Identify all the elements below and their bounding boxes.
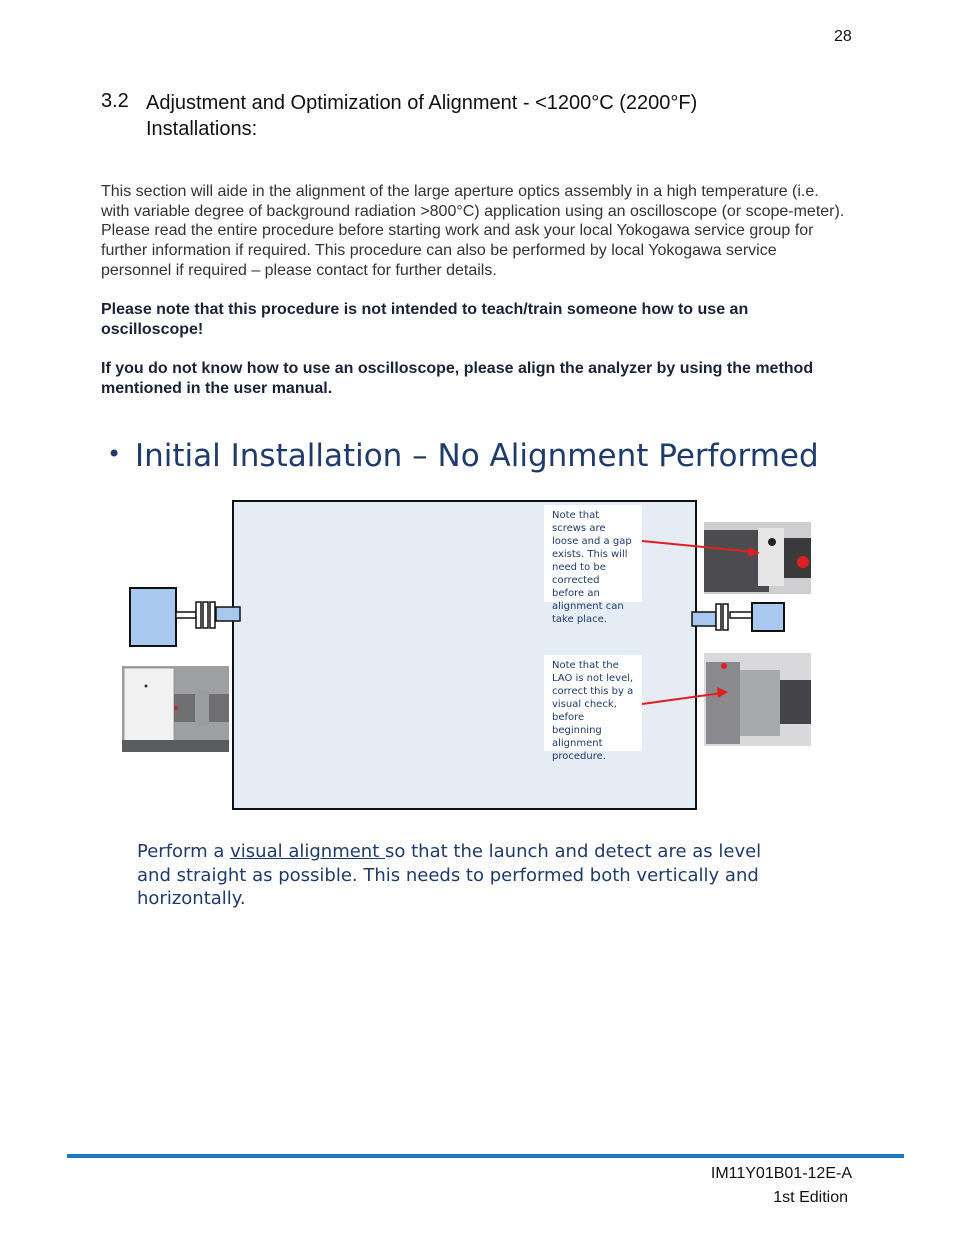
caption-text-end: so that the launch and detect are as level and straight as possible. This needs to performed both vertically and horizontally.	[137, 841, 762, 909]
section-number: 3.2	[101, 90, 129, 112]
footer-edition: 1st Edition	[773, 1189, 848, 1206]
caption-text-start: Perform a	[137, 841, 231, 862]
footer-divider	[67, 1154, 904, 1158]
page-number: 28	[834, 28, 852, 45]
visual-alignment-link[interactable]: visual alignment	[230, 841, 385, 862]
intro-paragraph: This section will aide in the alignment of the large aperture optics assembly in a high temperature (i.e. with variable degree of background radiation >800°C) application using an oscilloscope (or scope-meter). Please read the entire procedure before starting work and ask your local Yokogawa service group for further information if required. This procedure can also be performed by local Yokogawa service personnel if required – please contact for further details.	[101, 183, 845, 279]
note-user-manual: If you do not know how to use an oscilloscope, please align the analyzer by using the method mentioned in the user manual.	[101, 360, 814, 397]
footer-document-code: IM11Y01B01-12E-A	[710, 1165, 852, 1182]
lao-flange-photo	[704, 653, 811, 746]
detect-unit-schematic-icon	[692, 603, 784, 631]
section-title: Adjustment and Optimization of Alignment - <1200°C (2200°F) Installations:	[146, 92, 698, 140]
launch-unit-photo	[122, 666, 229, 752]
slide-heading-text: Initial Installation – No Alignment Performed	[135, 438, 819, 474]
screw-gap-photo	[704, 522, 811, 594]
slide-caption	[137, 840, 777, 911]
launch-unit-schematic-icon	[130, 588, 240, 646]
callout-screws-loose: Note that screws are loose and a gap exists. This will need to be corrected before an alignment can take place.	[544, 505, 642, 602]
callout-lao-not-level: Note that the LAO is not level, correct this by a visual check, before beginning alignment procedure.	[544, 655, 642, 751]
note-not-training: Please note that this procedure is not intended to teach/train someone how to use an oscilloscope!	[101, 301, 749, 338]
bullet-icon: •	[107, 440, 122, 468]
